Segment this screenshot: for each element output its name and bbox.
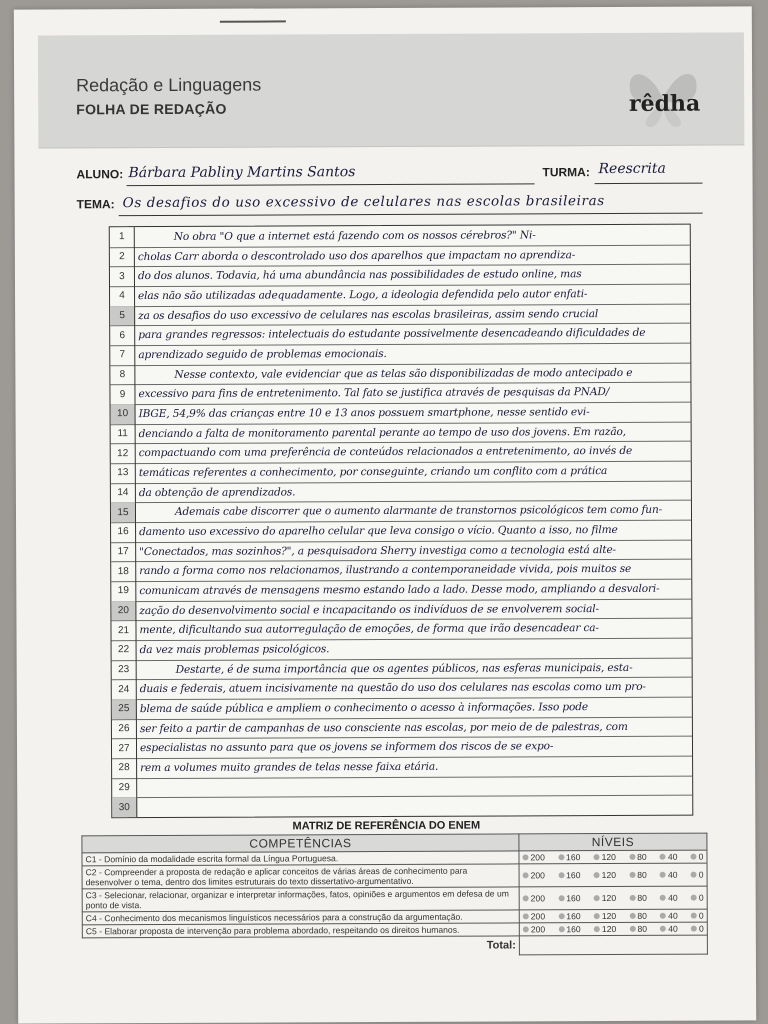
handwritten-text: denciando a falta de monitoramento parental perante ao tempo de uso dos jovens. Em razão, [138,425,626,440]
level-value: 120 [601,851,616,863]
radio-dot-icon [523,926,529,932]
level-options [519,850,707,864]
level-value: 40 [668,923,678,934]
level-value: 160 [566,924,581,935]
level-option[interactable] [523,924,545,934]
line-number: 22 [112,640,137,660]
radio-dot-icon [629,895,635,901]
line-number: 16 [111,522,136,542]
handwritten-text: blema de saúde pública e ampliem o conhecimento o acesso à informações. Isso pode [139,701,589,716]
line-number: 25 [112,699,137,719]
line-number: 9 [110,384,135,404]
competency-text: C4 - Conhecimento dos mecanismos linguísticos necessários para a construção da argumentação. [82,910,519,925]
level-option[interactable] [558,852,580,862]
radio-dot-icon [660,872,666,878]
level-option[interactable] [594,870,616,880]
line-number: 5 [110,306,135,326]
handwritten-text: za os desafios do uso excessivo de celulares nas escolas brasileiras, assim sendo crucial [138,307,599,322]
radio-dot-icon [629,913,635,919]
handwritten-text: do dos alunos. Todavia, há uma abundância nas possibilidades de estudo online, mas [137,268,582,283]
radio-dot-icon [558,913,564,919]
matrix-title: MATRIZ DE REFERÊNCIA DO ENEM [292,819,481,833]
handwritten-text: excessivo para fins de entretenimento. Tal fato se justifica através de pesquisas da PNAD/ [138,386,610,401]
radio-dot-icon [558,872,564,878]
level-value: 0 [698,923,704,934]
handwritten-text: da obtenção de aprendizados. [138,486,296,499]
top-mark [220,20,286,22]
tema-value: Os desafios do uso excessivo de celulares nas escolas brasileiras [122,193,605,212]
level-option[interactable] [523,911,545,921]
radio-dot-icon [523,895,529,901]
level-value: 40 [667,851,678,862]
level-option[interactable] [594,893,616,903]
line-number: 10 [111,404,136,424]
level-option[interactable] [558,924,580,934]
level-option[interactable] [660,893,678,903]
logo-text: rêdha [628,90,701,117]
competency-row [82,863,707,889]
radio-dot-icon [594,872,600,878]
handwritten-text: No obra "O que a internet está fazendo com os nossos cérebros?" Ni- [173,229,536,243]
level-value: 80 [637,869,647,880]
total-label: Total: [486,939,516,952]
handwritten-text: ser feito a partir de campanhas de uso consciente nas escolas, por meio de de palestras, com [139,720,628,735]
level-option[interactable] [522,852,544,862]
radio-dot-icon [594,854,600,860]
radio-dot-icon [594,913,600,919]
radio-dot-icon [558,926,564,932]
line-number: 1 [110,227,135,247]
competencias-header: COMPETÊNCIAS [82,834,519,853]
handwritten-text: "Conectados, mas sozinhos?", a pesquisadora Sherry investiga como a tecnologia está alte- [139,543,617,558]
radio-dot-icon [660,913,666,919]
level-value: 0 [698,910,704,921]
level-value: 160 [566,852,581,863]
level-options [519,886,707,910]
line-number: 14 [111,483,136,503]
handwritten-text: aprendizado seguido de problemas emocionais. [138,347,387,362]
level-value: 120 [601,869,617,881]
handwritten-text [140,796,689,816]
line-number: 7 [110,345,135,365]
tema-label: TEMA: [76,197,115,212]
level-option[interactable] [594,911,616,921]
radio-dot-icon [523,872,529,878]
level-options [519,909,707,923]
level-option[interactable] [629,911,647,921]
line-number: 26 [112,719,137,739]
handwritten-text: IBGE, 54,9% das crianças entre 10 e 13 anos possuem smartphone, nesse sentido evi- [138,406,590,421]
line-number: 30 [112,797,137,817]
level-value: 40 [668,892,678,903]
line-number: 3 [110,266,135,286]
line-number: 17 [111,542,136,562]
radio-dot-icon [660,854,666,860]
radio-dot-icon [691,926,697,932]
competency-text: C5 - Elaborar proposta de intervenção para problema abordado, respeitando os direitos humanos. [82,923,519,938]
essay-sheet [14,6,756,1023]
level-option[interactable] [594,924,616,934]
radio-dot-icon [558,854,564,860]
level-option[interactable] [629,893,647,903]
level-value: 200 [530,852,545,863]
level-option[interactable] [523,870,545,880]
level-option[interactable] [660,924,678,934]
radio-dot-icon [660,926,666,932]
handwritten-text: mente, dificultando sua autorregulação de emoções, de forma que irão desencadear ca- [139,622,599,637]
handwritten-text: especialistas no assunto para que os jovens se informem dos riscos de se expo- [139,740,554,755]
radio-dot-icon [629,872,635,878]
line-number: 4 [110,286,135,306]
level-value: 80 [637,923,648,934]
level-value: 120 [601,892,617,904]
level-option[interactable] [660,852,678,862]
handwritten-text: compactuando com uma preferência de conteúdos relacionados a entretenimento, ao invés de [138,445,633,460]
competency-text: C1 - Domínio da modalidade escrita formal da Língua Portuguesa. [82,851,519,866]
line-number: 11 [111,424,136,444]
total-box[interactable] [519,935,707,955]
radio-dot-icon [594,895,600,901]
radio-dot-icon [629,854,635,860]
line-number: 13 [111,463,136,483]
level-option[interactable] [691,893,704,903]
radio-dot-icon [594,926,600,932]
radio-dot-icon [691,872,697,878]
handwritten-text: Ademais cabe discorrer que o aumento alarmante de transtornos psicológicos tem como fun- [174,504,663,519]
level-option[interactable] [629,924,647,934]
level-option[interactable] [558,870,580,880]
redha-logo [618,61,708,131]
line-number: 23 [112,660,137,680]
handwritten-text: rando a forma como nos relacionamos, ilustrando a contemporaneidade vivida, pois muitos se [139,563,632,578]
handwritten-text [140,776,689,796]
level-value: 80 [637,910,647,921]
level-option[interactable] [691,924,704,934]
radio-dot-icon [522,854,528,860]
level-option[interactable] [691,870,704,880]
competency-text: C2 - Compreender a proposta de redação e aplicar conceitos de várias áreas de conhecimento para desenvolver o tema, dentro dos limites estruturais do texto dissertativo-argumentativo. [82,864,519,889]
competency-matrix [81,833,708,958]
line-number: 2 [110,247,135,267]
niveis-header: NÍVEIS [519,833,707,851]
radio-dot-icon [558,895,564,901]
line-number: 28 [112,758,137,778]
line-number: 18 [111,561,136,581]
level-value: 160 [566,911,581,922]
handwritten-text: Nesse contexto, vale evidenciar que as telas são disponibilizadas de modo antecipado e [174,366,633,381]
level-option[interactable] [558,893,580,903]
radio-dot-icon [523,913,529,919]
turma-label: TURMA: [542,165,590,180]
line-number: 15 [111,502,136,522]
handwritten-text: duais e federais, atuem incisivamente na questão do uso dos celulares nas escolas como um pro- [139,681,646,696]
level-option[interactable] [660,870,678,880]
handwritten-text: cholas Carr aborda o descontrolado uso dos aparelhos que impactam no aprendiza- [137,248,576,263]
line-number: 20 [111,601,136,621]
line-number: 12 [111,443,136,463]
radio-dot-icon [629,926,635,932]
turma-value: Reescrita [598,160,666,178]
level-value: 40 [668,910,678,921]
radio-dot-icon [691,895,697,901]
level-option[interactable] [691,911,704,921]
total-row [82,935,707,957]
level-option[interactable] [660,911,678,921]
handwritten-text: Destarte, é de suma importância que os agentes públicos, nas esferas municipais, esta- [175,661,633,676]
level-value: 200 [530,870,545,881]
level-value: 120 [601,923,617,935]
level-value: 200 [530,924,546,935]
handwritten-text: rem a volumes muito grandes de telas nesse faixa etária. [140,760,439,775]
level-option[interactable] [558,911,580,921]
level-value: 80 [637,892,647,903]
level-value: 40 [667,869,678,880]
line-number: 24 [112,679,137,699]
level-option[interactable] [523,893,545,903]
level-value: 0 [698,892,704,903]
handwritten-text: comunicam através de mensagens mesmo estando lado a lado. Desse modo, ampliando a desvalori- [139,582,660,598]
level-value: 0 [698,869,704,880]
aluno-underline [127,183,535,186]
level-options [519,922,707,936]
header-subtitle: FOLHA DE REDAÇÃO [76,100,227,118]
header-title: Redação e Linguagens [76,74,262,96]
competency-row [82,886,707,912]
line-number: 21 [111,620,136,640]
line-number: 8 [110,365,135,385]
handwritten-text: zação do desenvolvimento social e incapacitando os indivíduos de se envolverem social- [139,602,599,617]
handwritten-text: damento uso excessivo do aparelho celular que leva consigo o vício. Quanto a isso, no filme [139,523,618,539]
level-option[interactable] [691,852,704,862]
turma-underline [595,183,703,184]
radio-dot-icon [660,895,666,901]
sheet-header [38,32,744,148]
essay-lines-table [109,224,694,819]
tema-underline [119,213,703,217]
radio-dot-icon [691,854,697,860]
essay-line [112,795,692,817]
level-value: 160 [566,870,581,881]
competency-text: C3 - Selecionar, relacionar, organizar e interpretar informações, fatos, opiniões e argumentos em defesa de um ponto de vista. [82,887,519,912]
line-number: 27 [112,738,137,758]
level-option[interactable] [594,852,616,862]
aluno-value: Bárbara Pabliny Martins Santos [128,164,356,182]
aluno-label: ALUNO: [76,167,124,182]
level-value: 0 [698,851,704,862]
radio-dot-icon [691,913,697,919]
handwritten-text: temáticas referentes a conhecimento, por conseguinte, criando um conflito com a prática [138,465,608,480]
level-value: 200 [530,893,546,904]
level-value: 200 [530,911,546,922]
handwritten-text: da vez mais problemas psicológicos. [139,643,330,657]
level-value: 120 [601,910,617,922]
handwritten-text: elas não são utilizadas adequadamente. Logo, a ideologia defendida pelo autor enfati- [138,288,588,303]
line-number: 6 [110,325,135,345]
level-option[interactable] [629,852,647,862]
level-value: 160 [566,893,581,904]
level-options [519,863,707,887]
line-number: 29 [112,778,137,798]
level-option[interactable] [629,870,647,880]
line-number: 19 [111,581,136,601]
handwritten-text: para grandes regressos: intelectuais do estudante possivelmente desencadeando dificuldades de [138,327,646,342]
level-value: 80 [637,851,647,862]
